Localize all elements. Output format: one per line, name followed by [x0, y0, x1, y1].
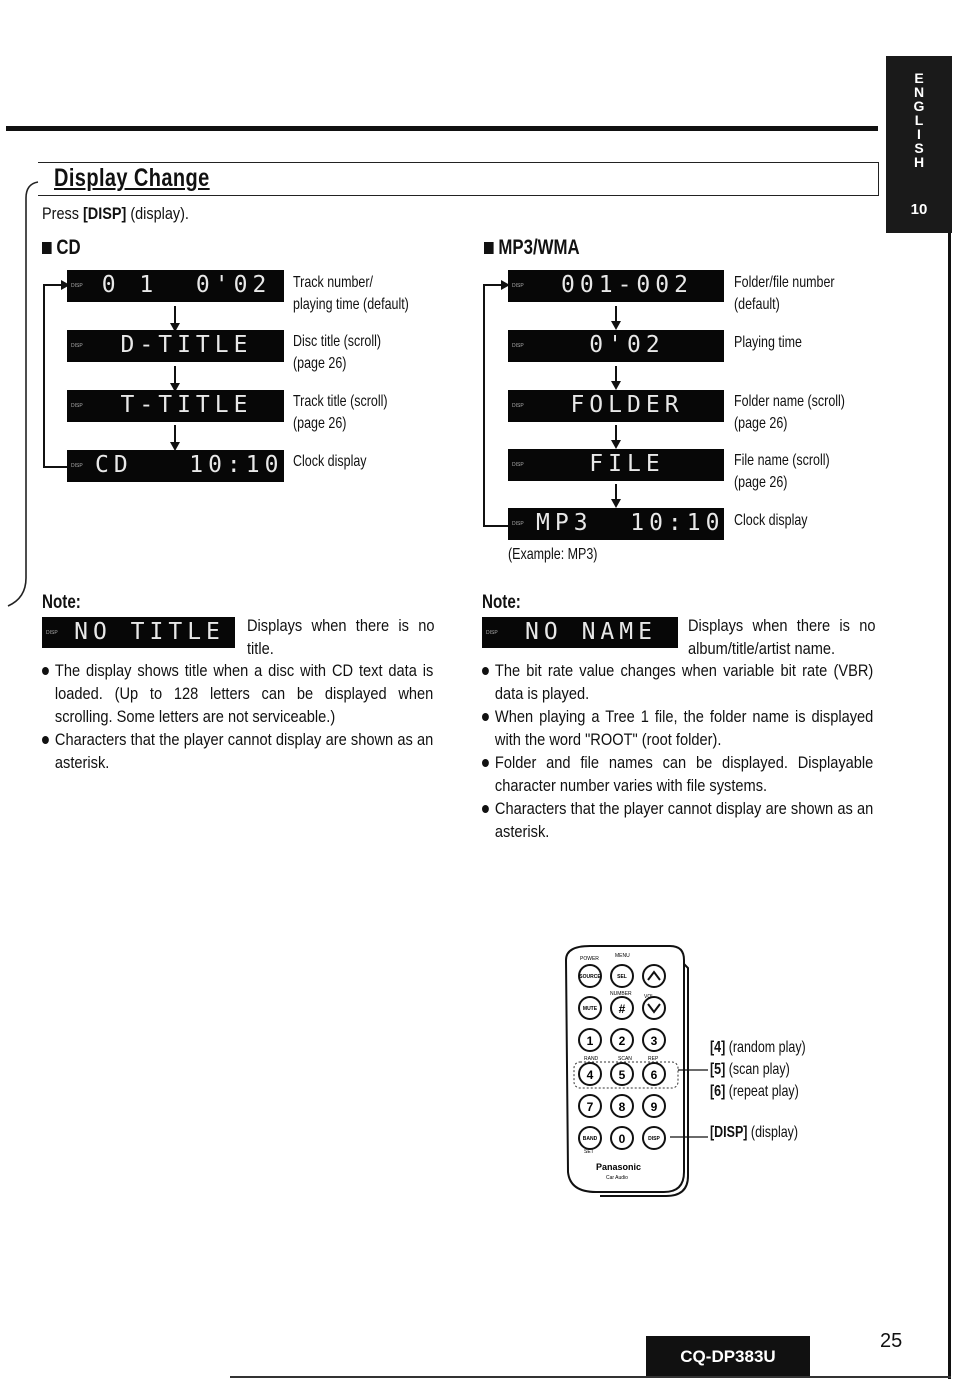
language-letters — [886, 71, 952, 169]
remote-label-power: POWER — [580, 956, 599, 962]
remote-label-scan: SCAN — [618, 1056, 632, 1062]
page-title: Display Change — [54, 164, 210, 192]
mp3-note-display: DISP NO NAME — [482, 617, 678, 648]
mp3-display-clock: DISP MP3 10:10 — [508, 508, 724, 540]
remote-label-menu: MENU — [615, 953, 630, 959]
remote-button-label: SOURCE — [579, 974, 601, 980]
remote-caption-random: [4] (random play) — [710, 1039, 806, 1056]
intro-key: [DISP] — [82, 204, 127, 223]
remote-control-illustration — [560, 940, 710, 1200]
cd-display-clock: DISP CD 10:10 — [67, 450, 284, 482]
remote-button-label: 0 — [618, 1132, 626, 1146]
remote-button-label: DISP — [648, 1136, 660, 1142]
language-letter: N — [913, 84, 925, 100]
remote-button-label: 6 — [650, 1068, 658, 1082]
cd-note-bullet: Characters that the player cannot display are shown as an asterisk. — [42, 728, 433, 774]
remote-label-vol: VOL — [644, 994, 655, 1000]
language-letter: L — [914, 112, 924, 128]
cd-caption-disc-title: Disc title (scroll) (page 26) — [293, 333, 382, 372]
remote-captions — [710, 1037, 806, 1144]
remote-button-label: 2 — [618, 1034, 626, 1048]
bottom-rule — [230, 1376, 951, 1378]
mp3-note-bullets — [482, 659, 873, 843]
remote-button-label: 1 — [586, 1034, 594, 1048]
remote-button-label: 7 — [586, 1100, 594, 1114]
remote-button-label: 8 — [618, 1100, 626, 1114]
remote-button-label: 3 — [650, 1034, 658, 1048]
mp3-note-bullet: Characters that the player cannot display are shown as an asterisk. — [482, 797, 873, 843]
cd-note-heading: Note: — [42, 592, 81, 613]
cd-caption-track-time: Track number/ playing time (default) — [293, 274, 409, 313]
mp3-display-playing-time: DISP 0'02 — [508, 330, 724, 362]
remote-button-label: MUTE — [582, 1006, 598, 1012]
remote-button-label: BAND — [582, 1136, 598, 1142]
remote-caption-scan: [5] (scan play) — [710, 1061, 790, 1078]
remote-button-label: SEL — [617, 974, 627, 980]
intro-line — [42, 204, 189, 224]
remote-caption-disp: [DISP] (display) — [710, 1124, 799, 1141]
cd-display-disc-title: DISP D-TITLE — [67, 330, 284, 362]
mp3-display-file-name: DISP FILE — [508, 449, 724, 481]
mp3-display-folder-file: DISP 001-002 — [508, 270, 724, 302]
language-tab — [886, 56, 952, 233]
mp3-caption-playing-time: Playing time — [734, 334, 802, 351]
remote-volume-button — [643, 997, 665, 1019]
language-letter: S — [914, 140, 924, 156]
remote-label-rand: RAND — [584, 1056, 599, 1062]
intro-prefix: Press — [42, 204, 83, 223]
remote-button-label: 5 — [618, 1068, 626, 1082]
mp3-caption-clock: Clock display — [734, 512, 808, 529]
mp3-heading: MP3/WMA — [484, 236, 580, 260]
mp3-example-note: (Example: MP3) — [508, 546, 598, 563]
cd-caption-clock: Clock display — [293, 453, 367, 470]
mp3-note-bullet: When playing a Tree 1 file, the folder name is displayed with the word "ROOT" (root folder). — [482, 705, 873, 751]
remote-label-set: SET — [584, 1149, 594, 1155]
cd-note-display: DISP NO TITLE — [42, 617, 235, 648]
mp3-note-heading: Note: — [482, 592, 521, 613]
remote-label-number: NUMBER — [610, 991, 632, 997]
mp3-note-display-caption: Displays when there is no album/title/artist name. — [688, 616, 876, 658]
mp3-note-bullet: Folder and file names can be displayed. Displayable character number varies with file systems. — [482, 751, 873, 797]
cd-heading: CD — [42, 236, 81, 260]
right-edge-rule — [948, 128, 951, 1379]
mp3-caption-folder-name: Folder name (scroll) (page 26) — [734, 393, 845, 432]
mp3-caption-file-name: File name (scroll) (page 26) — [734, 452, 830, 491]
remote-brand-sub: Car Audio — [606, 1175, 628, 1181]
remote-button-label: 4 — [586, 1068, 594, 1082]
top-rule — [6, 126, 878, 131]
cd-note-bullets — [42, 659, 433, 774]
page-number: 25 — [880, 1330, 903, 1352]
model-number-box: CQ-DP383U — [646, 1336, 810, 1376]
mp3-display-folder-name: DISP FOLDER — [508, 390, 724, 422]
remote-volume-button — [643, 965, 665, 987]
mp3-caption-folder-file: Folder/file number (default) — [734, 274, 835, 313]
remote-caption-repeat: [6] (repeat play) — [710, 1083, 799, 1100]
language-letter: I — [917, 126, 921, 142]
language-letter: H — [913, 154, 925, 170]
cd-note-display-caption: Displays when there is no title. — [247, 616, 435, 658]
remote-label-rep: REP — [648, 1056, 659, 1062]
mp3-note-bullet: The bit rate value changes when variable bit rate (VBR) data is played. — [482, 659, 873, 705]
cd-caption-track-title: Track title (scroll) (page 26) — [293, 393, 388, 432]
cd-note-bullet: The display shows title when a disc with CD text data is loaded. (Up to 128 letters can be displayed when scrolling. Some letters are not serviceable.) — [42, 659, 433, 728]
remote-button-label: # — [618, 1002, 626, 1016]
cd-display-track-time: DISP 0 1 0'02 — [67, 270, 284, 302]
language-letter: E — [914, 70, 924, 86]
intro-suffix: (display). — [126, 204, 189, 223]
remote-brand-logo: Panasonic — [596, 1162, 642, 1172]
language-letter: G — [913, 98, 925, 114]
section-number: 10 — [910, 201, 928, 218]
cd-display-track-title: DISP T-TITLE — [67, 390, 284, 422]
remote-button-label: 9 — [650, 1100, 658, 1114]
